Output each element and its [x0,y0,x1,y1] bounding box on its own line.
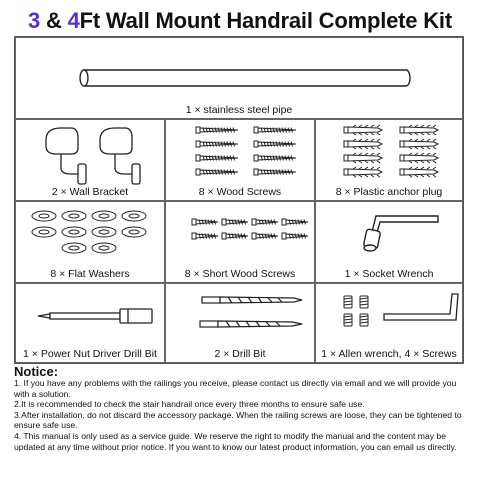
drill-bit-label: 2 × Drill Bit [214,348,266,360]
washer-icon [92,211,116,221]
set-screw-icon [344,314,352,326]
wood-screws-illustration [166,120,316,186]
notice-heading: Notice: [14,364,59,379]
cell-allen-wrench [315,283,463,363]
cell-drill-bit [165,283,315,363]
wood-screws-label: 8 × Wood Screws [198,186,282,198]
anchor-plug-icon [400,167,438,177]
washer-icon [92,227,116,237]
screw-icon [252,233,278,239]
anchor-plug-illustration [316,120,464,186]
kit-contents-grid [14,36,464,364]
notice-item-3: 3.After installation, do not discard the accessory package. When the railing screws are loose, they can be tightened to ensure safe use. [14,409,462,431]
cell-pipe [15,37,463,119]
screw-icon [254,155,296,161]
notice-item-4: 4. This manual is only used as a service guide. We reserve the right to modify the manual and the content may be updated at any time without prior notice. If you want to know our latest product information, you can email us directly. [14,430,457,452]
screw-icon [196,127,238,133]
anchor-plug-icon [344,153,382,163]
socket-wrench-label: 1 × Socket Wrench [344,268,434,280]
set-screw-icon [360,314,368,326]
anchor-plug-icon [344,139,382,149]
notice-item-2: 2.It is recommended to check the stair handrail once every three months to ensure safe use. [14,399,365,410]
screw-icon [282,219,308,225]
screw-icon [192,219,218,225]
short-wood-screws-illustration [166,202,316,268]
screw-icon [222,219,248,225]
cell-flat-washers [15,201,165,283]
cell-wood-screws [165,119,315,201]
nut-driver-bit-illustration [16,284,166,348]
washer-icon [62,243,86,253]
pipe-label: 1 × stainless steel pipe [185,104,293,116]
notice-item-1: 1. If you have any problems with the railings you receive, please contact us directly via email and we will provide you with a solution. [14,378,457,399]
page-title [0,8,480,34]
allen-wrench-label: 1 × Allen wrench, 4 × Screws [321,348,457,360]
washer-icon [32,211,56,221]
title-number-4: 4 [67,8,80,33]
wall-bracket-label: 2 × Wall Bracket [51,186,129,198]
washer-icon [62,227,86,237]
flat-washers-label: 8 × Flat Washers [50,268,130,280]
drill-bit-illustration [166,284,316,348]
washer-icon [62,211,86,221]
screw-icon [196,141,238,147]
anchor-plug-icon [400,125,438,135]
set-screw-icon [360,296,368,308]
wall-bracket-illustration [16,120,166,186]
washer-icon [32,227,56,237]
cell-socket-wrench [315,201,463,283]
cell-anchor-plug [315,119,463,201]
cell-driver-bit [15,283,165,363]
steel-pipe-illustration [16,38,464,98]
screw-icon [192,233,218,239]
washer-icon [122,211,146,221]
anchor-plug-icon [400,153,438,163]
title-ampersand: & [40,8,68,33]
short-wood-screws-label: 8 × Short Wood Screws [184,268,296,280]
screw-icon [252,219,278,225]
screw-icon [254,169,296,175]
screw-icon [254,141,296,147]
washer-icon [92,243,116,253]
anchor-plug-icon [344,167,382,177]
cell-wall-bracket [15,119,165,201]
anchor-plug-icon [344,125,382,135]
flat-washers-illustration [16,202,166,268]
cell-short-wood-screws [165,201,315,283]
screw-icon [196,169,238,175]
notice-list [14,378,469,452]
anchor-plug-icon [400,139,438,149]
washer-icon [122,227,146,237]
allen-wrench-illustration [316,284,464,348]
set-screw-icon [344,296,352,308]
screw-icon [196,155,238,161]
driver-bit-label: 1 × Power Nut Driver Drill Bit [23,348,157,360]
screw-icon [222,233,248,239]
title-text: Ft Wall Mount Handrail Complete Kit [79,8,452,33]
socket-wrench-illustration [316,202,464,268]
anchor-plug-label: 8 × Plastic anchor plug [335,186,443,198]
screw-icon [254,127,296,133]
title-number-3: 3 [28,8,41,33]
screw-icon [282,233,308,239]
